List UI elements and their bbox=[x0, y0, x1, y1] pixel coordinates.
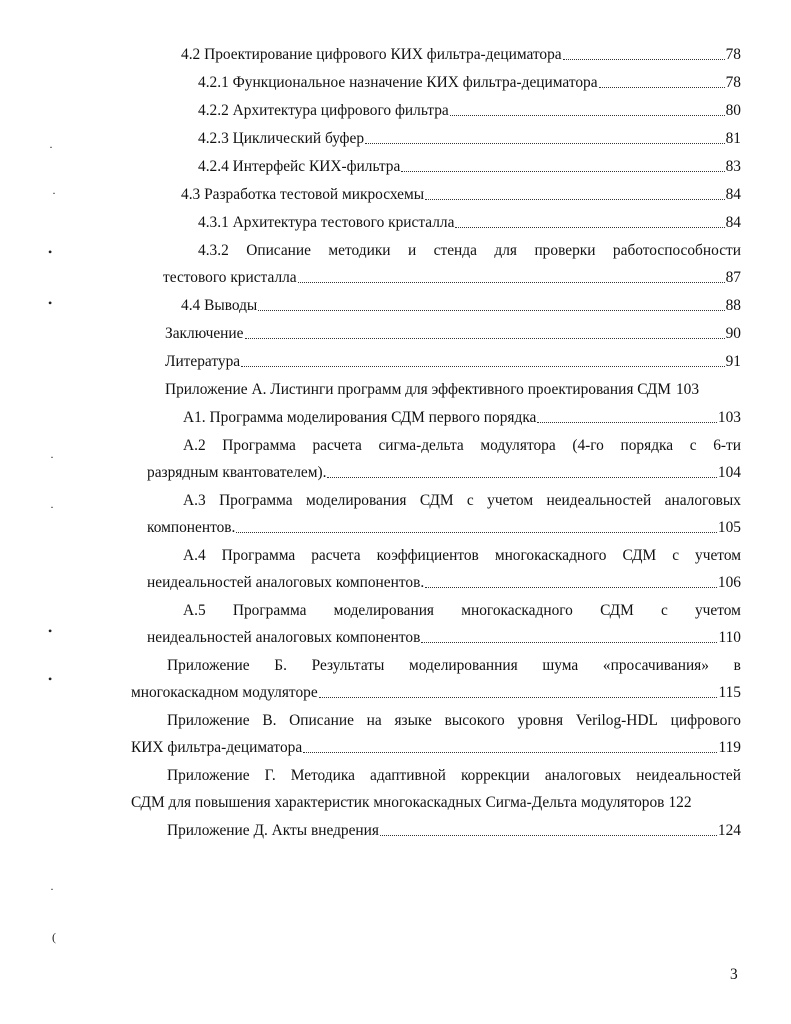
word: с bbox=[660, 602, 668, 619]
toc-entry-page: 106 bbox=[717, 574, 741, 591]
toc-entry-first-line bbox=[167, 656, 741, 676]
toc-entry-page: 87 bbox=[725, 269, 741, 286]
word: моделирования bbox=[306, 492, 407, 509]
word: 6-ти bbox=[713, 437, 741, 454]
word: (4-го bbox=[572, 437, 604, 454]
toc-entry-title: Приложение А. Листинги программ для эффективного проектирования СДМ bbox=[165, 381, 671, 398]
word: 4.3.2 bbox=[198, 242, 229, 259]
toc-entry-page: 124 bbox=[717, 822, 741, 839]
word: на bbox=[366, 712, 382, 729]
word: А.4 bbox=[183, 547, 206, 564]
toc-entry-title: разрядным квантователем). bbox=[147, 464, 327, 481]
word: Программа bbox=[232, 602, 307, 619]
word: коэффициентов bbox=[376, 547, 479, 564]
toc-entry bbox=[131, 793, 741, 813]
toc-entry-title: 4.2.2 Архитектура цифрового фильтра bbox=[198, 102, 449, 119]
word: расчета bbox=[312, 437, 362, 454]
word: Описание bbox=[289, 712, 354, 729]
toc-entry-first-line bbox=[183, 601, 741, 621]
toc-entry-title: А1. Программа моделирования СДМ первого порядка bbox=[183, 409, 537, 426]
word: Приложение bbox=[167, 712, 250, 729]
word: порядка bbox=[620, 437, 674, 454]
scan-speck: · bbox=[52, 186, 56, 200]
toc-entry-page: 103 bbox=[675, 381, 700, 398]
toc-entry-title: компонентов. bbox=[147, 519, 236, 536]
toc-entry-title: 4.3 Разработка тестовой микросхемы bbox=[181, 186, 425, 203]
toc-entry-page: 78 bbox=[725, 46, 741, 63]
toc-entry bbox=[165, 352, 741, 372]
scan-speck: • bbox=[48, 624, 53, 638]
toc-entry bbox=[167, 821, 741, 841]
word: с bbox=[689, 437, 697, 454]
word: аналоговых bbox=[544, 767, 622, 784]
toc-entry-title: Заключение bbox=[165, 325, 244, 342]
toc-entry-page: 110 bbox=[718, 629, 741, 646]
word: Г. bbox=[264, 767, 276, 784]
word: А.5 bbox=[183, 602, 206, 619]
word: уровня bbox=[517, 712, 564, 729]
toc-entry-page: 78 bbox=[725, 74, 741, 91]
toc-entry bbox=[147, 463, 741, 483]
page-number: 3 bbox=[730, 966, 738, 983]
toc-entry-title: 4.2.3 Циклический буфер bbox=[198, 130, 365, 147]
word: с bbox=[672, 547, 680, 564]
toc-entry bbox=[198, 101, 741, 121]
toc-entry-title: неидеальностей аналоговых компонентов bbox=[147, 629, 421, 646]
word: Программа bbox=[222, 437, 296, 454]
toc-entry bbox=[198, 213, 741, 233]
word: Программа bbox=[219, 492, 293, 509]
word: Приложение bbox=[167, 767, 250, 784]
toc-entry bbox=[198, 73, 741, 93]
word: модулятора bbox=[480, 437, 556, 454]
toc-entry-page: 115 bbox=[718, 684, 741, 701]
toc-entry bbox=[165, 380, 741, 400]
word: методики bbox=[328, 242, 391, 259]
toc-entry-page: 104 bbox=[717, 464, 741, 481]
toc-entry-first-line bbox=[198, 241, 741, 261]
word: учетом bbox=[695, 547, 741, 564]
word: СДМ bbox=[622, 547, 657, 564]
toc-entry bbox=[131, 683, 741, 703]
word: «просачивания» bbox=[602, 657, 709, 674]
word: работоспособности bbox=[612, 242, 741, 259]
word: Описание bbox=[246, 242, 311, 259]
toc-entry-page: 84 bbox=[725, 186, 741, 203]
toc-entry-title: многокаскадном модуляторе bbox=[131, 684, 318, 701]
toc-entry-title: тестового кристалла bbox=[163, 269, 297, 286]
scan-speck: · bbox=[50, 882, 54, 896]
toc-entry-title: 4.2.1 Функциональное назначение КИХ фильтра-дециматора bbox=[198, 74, 598, 91]
word: с bbox=[466, 492, 474, 509]
toc-entry-page: 91 bbox=[725, 353, 741, 370]
word: аналоговых bbox=[664, 492, 741, 509]
toc-entry-first-line bbox=[183, 436, 741, 456]
toc-entry-page: 119 bbox=[718, 739, 741, 756]
toc-entry bbox=[147, 628, 741, 648]
scan-speck: ( bbox=[52, 930, 56, 944]
word: учетом bbox=[694, 602, 741, 619]
toc-entry bbox=[198, 157, 741, 177]
toc-entry-page: 122 bbox=[668, 794, 692, 811]
word: В. bbox=[262, 712, 277, 729]
word: коррекции bbox=[460, 767, 530, 784]
toc-entry bbox=[198, 129, 741, 149]
word: А.3 bbox=[183, 492, 206, 509]
scan-speck: · bbox=[50, 500, 54, 514]
toc-entry-page: 90 bbox=[725, 325, 741, 342]
word: А.2 bbox=[183, 437, 206, 454]
word: языке bbox=[394, 712, 432, 729]
scan-speck: · bbox=[50, 450, 54, 464]
toc-entry-title: 4.2.4 Интерфейс КИХ-фильтра bbox=[198, 158, 401, 175]
toc-entry-page: 88 bbox=[725, 297, 741, 314]
toc-entry-title: Литература bbox=[165, 353, 241, 370]
word: проверки bbox=[534, 242, 596, 259]
word: стенда bbox=[433, 242, 477, 259]
toc-entry bbox=[165, 324, 741, 344]
toc-entry-title: СДМ для повышения характеристик многокаскадных Сигма-Дельта модуляторов bbox=[131, 794, 665, 811]
word: Результаты bbox=[311, 657, 385, 674]
word: Методика bbox=[290, 767, 355, 784]
word: многокаскадного bbox=[494, 547, 607, 564]
toc-entry-page: 84 bbox=[725, 214, 741, 231]
word: многокаскадного bbox=[461, 602, 573, 619]
toc-entry bbox=[181, 296, 741, 316]
toc-entry bbox=[183, 408, 741, 428]
word: СДМ bbox=[600, 602, 634, 619]
toc-entry-first-line bbox=[183, 491, 741, 511]
toc-entry bbox=[181, 185, 741, 205]
toc-entry bbox=[181, 45, 741, 65]
toc-entry-page: 103 bbox=[717, 409, 741, 426]
word: СДМ bbox=[419, 492, 454, 509]
word: и bbox=[407, 242, 417, 259]
toc-entry-page: 105 bbox=[717, 519, 741, 536]
toc-entry-first-line bbox=[183, 546, 741, 566]
toc-entry bbox=[147, 573, 741, 593]
word: сигма-дельта bbox=[378, 437, 464, 454]
toc-entry-title: 4.2 Проектирование цифрового КИХ фильтра-дециматора bbox=[181, 46, 562, 63]
toc-entry bbox=[163, 268, 741, 288]
toc-entry bbox=[147, 518, 741, 538]
toc-entry-title: 4.4 Выводы bbox=[181, 297, 258, 314]
toc-entry-page: 80 bbox=[725, 102, 741, 119]
word: шума bbox=[542, 657, 579, 674]
word: цифрового bbox=[670, 712, 741, 729]
toc-entry-page: 83 bbox=[725, 158, 741, 175]
toc-entry-title: 4.3.1 Архитектура тестового кристалла bbox=[198, 214, 455, 231]
word: неидеальностей bbox=[546, 492, 652, 509]
toc-entry-title: неидеальностей аналоговых компонентов. bbox=[147, 574, 425, 591]
toc-entry-title: КИХ фильтра-дециматора bbox=[131, 739, 303, 756]
toc-entry-first-line bbox=[167, 766, 741, 786]
scan-speck: · bbox=[49, 140, 53, 154]
word: неидеальностей bbox=[636, 767, 741, 784]
word: учетом bbox=[487, 492, 534, 509]
scan-speck: • bbox=[48, 672, 53, 686]
word: адаптивной bbox=[370, 767, 446, 784]
toc-entry bbox=[131, 738, 741, 758]
word: для bbox=[494, 242, 517, 259]
word: моделированния bbox=[409, 657, 518, 674]
word: Программа bbox=[221, 547, 296, 564]
toc-entry-page: 81 bbox=[725, 130, 741, 147]
word: высокого bbox=[444, 712, 505, 729]
word: расчета bbox=[311, 547, 361, 564]
word: моделирования bbox=[333, 602, 435, 619]
word: Б. bbox=[274, 657, 287, 674]
word: в bbox=[733, 657, 741, 674]
toc-entry-title: Приложение Д. Акты внедрения bbox=[167, 822, 379, 839]
word: Приложение bbox=[167, 657, 250, 674]
scan-speck: • bbox=[48, 245, 53, 259]
scan-speck: • bbox=[48, 296, 53, 310]
word: Verilog-HDL bbox=[575, 712, 658, 729]
toc-entry-first-line bbox=[167, 711, 741, 731]
